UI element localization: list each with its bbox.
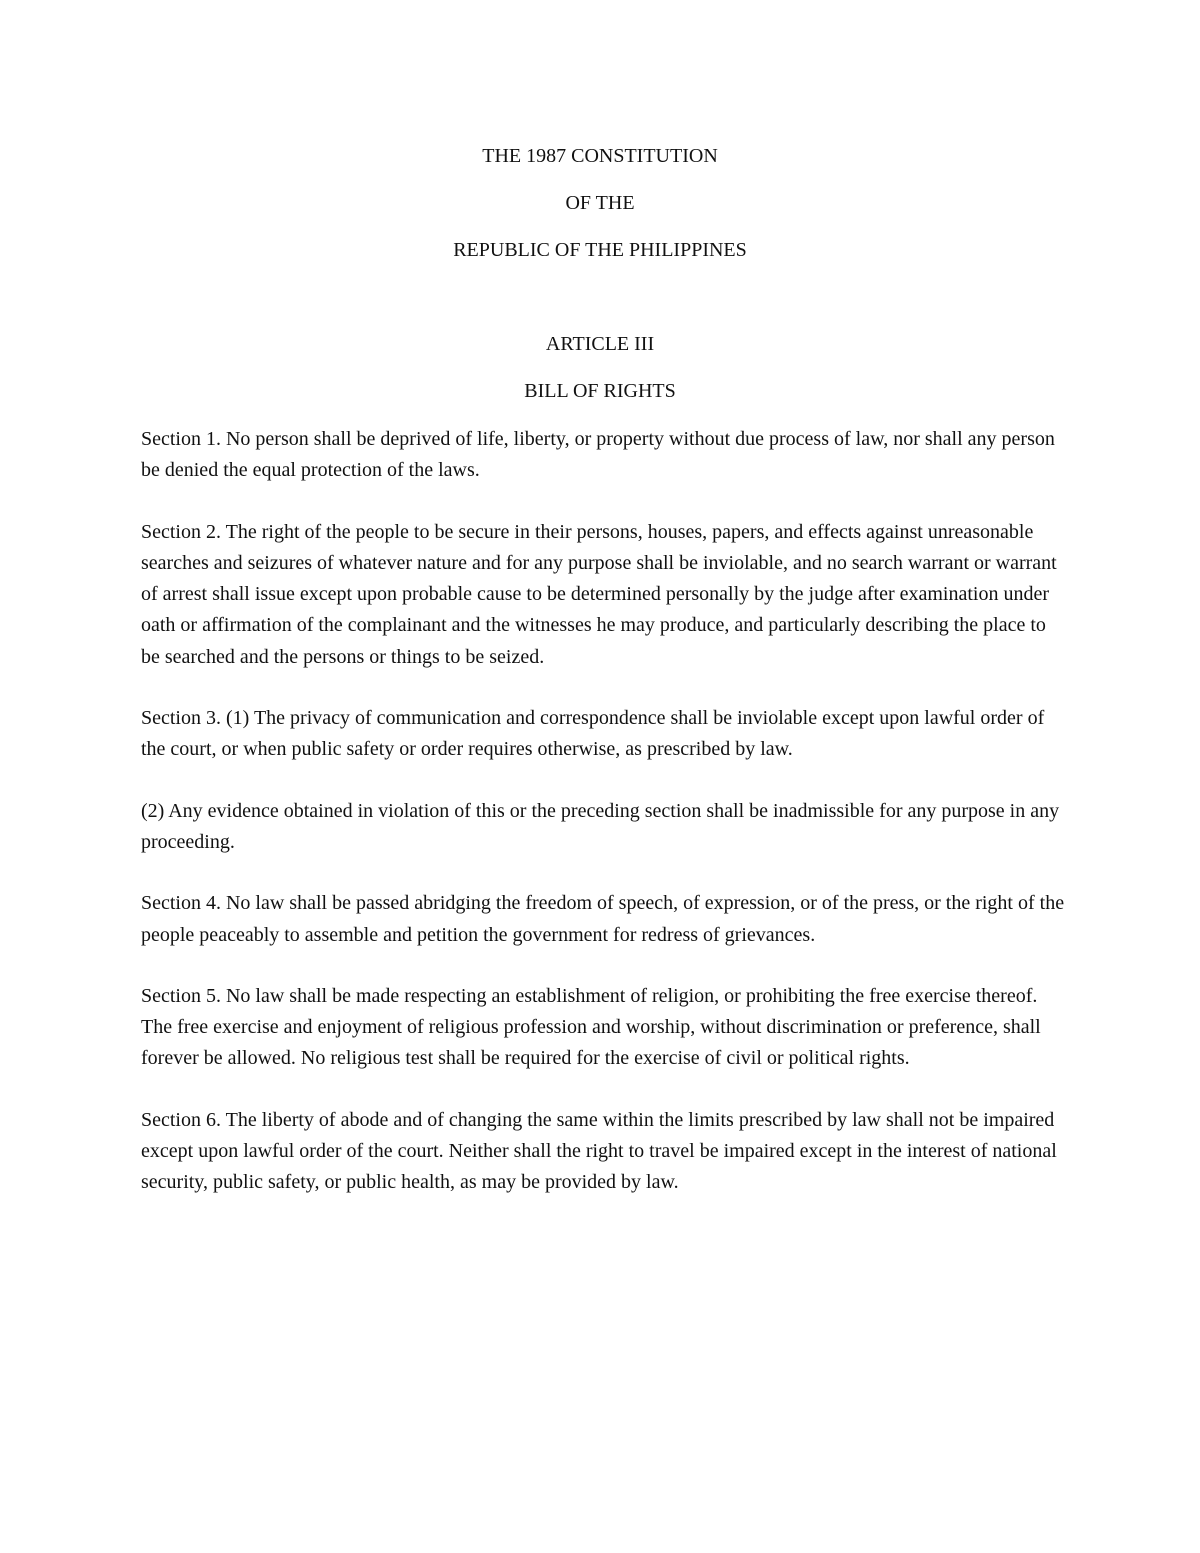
article-number: ARTICLE III — [545, 333, 655, 355]
document-title-line-2: OF THE — [565, 192, 635, 214]
section-3-paragraph-1: Section 3. (1) The privacy of communication and correspondence shall be inviolable except upon lawful order of the court, or when public safety or order requires otherwise, as prescribed by law. — [141, 707, 1045, 761]
section-6-paragraph: Section 6. The liberty of abode and of changing the same within the limits prescribed by law shall not be impaired except upon lawful order of the court. Neither shall the right to travel be impaired except in the interest of national security, public safety, or public health, as may be provided by law. — [141, 1108, 1057, 1194]
article-heading-block — [140, 328, 1060, 422]
section-2-paragraph: Section 2. The right of the people to be secure in their persons, houses, papers, and effects against unreasonable searches and seizures of whatever nature and for any purpose shall be inviolable, and no search warrant or warrant of arrest shall issue except upon probable cause to be determined personally by the judge after examination under oath or affirmation of the complainant and the witnesses he may produce, and particularly describing the place to be searched and the persons or things to be seized. — [141, 520, 1057, 668]
document-title-line-3: REPUBLIC OF THE PHILIPPINES — [453, 239, 747, 261]
section-5-paragraph: Section 5. No law shall be made respecting an establishment of religion, or prohibiting the free exercise thereof. The free exercise and enjoyment of religious profession and worship, without discrimination or preference, shall forever be allowed. No religious test shall be required for the exercise of civil or political rights. — [141, 984, 1041, 1070]
document-title-line-1: THE 1987 CONSTITUTION — [482, 145, 718, 167]
section-1-paragraph: Section 1. No person shall be deprived of life, liberty, or property without due process of law, nor shall any person be denied the equal protection of the laws. — [141, 428, 1055, 482]
section-3-paragraph-2: (2) Any evidence obtained in violation of this or the preceding section shall be inadmissible for any purpose in any proceeding. — [141, 799, 1060, 853]
article-title: BILL OF RIGHTS — [524, 380, 676, 402]
document-title-block — [140, 140, 1060, 281]
section-4-paragraph: Section 4. No law shall be passed abridging the freedom of speech, of expression, or of the press, or the right of the people peaceably to assemble and petition the government for redress of grievances. — [141, 892, 1065, 946]
document-body — [141, 424, 1066, 1229]
